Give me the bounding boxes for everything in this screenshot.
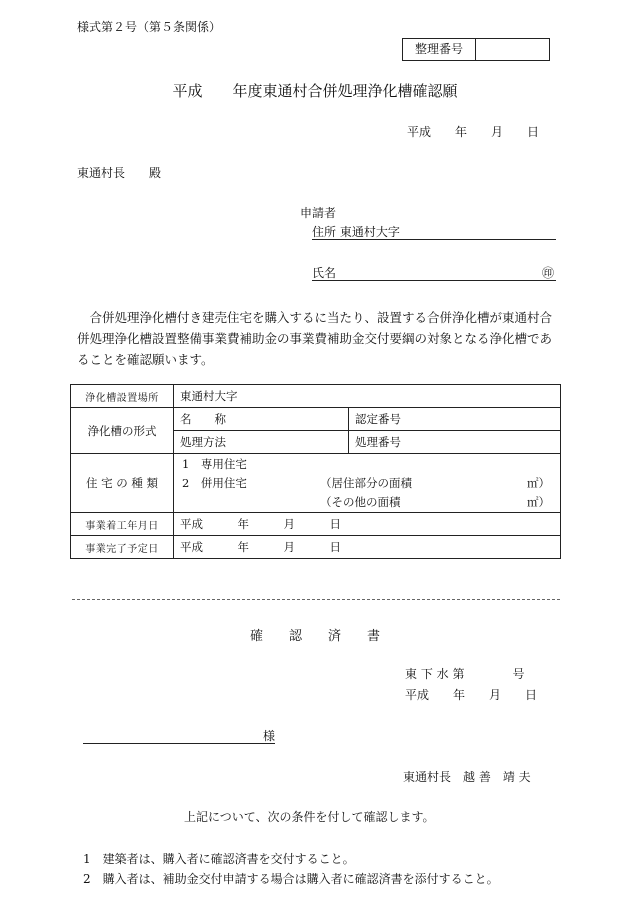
application-table (70, 384, 561, 559)
housing-type-cell[interactable] (174, 454, 561, 513)
recipient-honorific: 様 (262, 729, 275, 743)
confirmation-title: 確 認 済 書 (250, 629, 381, 644)
applicant-name-line[interactable] (312, 264, 556, 281)
mayor-signature: 東通村長 越 善 靖 夫 (403, 770, 531, 784)
condition-item: 2 購入者は、補助金交付申請する場合は購入者に確認済書を添付すること。 (83, 872, 499, 886)
residential-area-unit: ㎡） (527, 476, 550, 490)
conditions-lead: 上記について、次の条件を付して確認します。 (184, 810, 435, 824)
application-date: 平成 年 月 日 (407, 125, 540, 139)
table-row (71, 408, 561, 431)
document-title: 平成 年度東通村合併処理浄化槽確認願 (172, 82, 458, 100)
seal-mark: ㊞ (541, 266, 554, 280)
table-row (71, 454, 561, 513)
table-row (71, 513, 561, 536)
recipient-name-line[interactable] (83, 727, 275, 744)
cut-line-divider (72, 599, 560, 600)
registration-number-field[interactable] (476, 39, 549, 60)
applicant-name-label: 氏名 (312, 266, 337, 280)
housing-option-dedicated[interactable]: 1 専用住宅 (182, 457, 247, 471)
certification-number-field[interactable]: 認定番号 (349, 408, 561, 431)
tank-type-header: 浄化槽の形式 (71, 408, 174, 454)
treatment-method-field[interactable]: 処理方法 (174, 431, 349, 454)
completion-date-header: 事業完了予定日 (71, 536, 174, 559)
start-date-header: 事業着工年月日 (71, 513, 174, 536)
completion-date-value[interactable]: 平成 年 月 日 (174, 536, 561, 559)
tank-name-field[interactable]: 名 称 (174, 408, 349, 431)
confirmation-date: 平成 年 月 日 (405, 688, 538, 702)
applicant-label: 申請者 (300, 206, 337, 220)
request-paragraph: 合併処理浄化槽付き建売住宅を購入するに当たり、設置する合併浄化槽が東通村合併処理浄化槽設置整備事業費補助金の事業費補助金交付要綱の対象となる浄化槽であることを確認願います。 (77, 310, 553, 367)
table-row (71, 385, 561, 408)
confirmation-number: 東 下 水 第 号 (405, 667, 525, 681)
table-row (71, 536, 561, 559)
registration-number-label: 整理番号 (403, 39, 476, 60)
install-location-value[interactable]: 東通村大字 (174, 385, 561, 408)
applicant-address-line[interactable] (312, 223, 556, 240)
registration-number-box (402, 38, 550, 61)
start-date-value[interactable]: 平成 年 月 日 (174, 513, 561, 536)
other-area-label: （その他の面積 (320, 495, 401, 509)
applicant-address: 住所 東通村大字 (312, 225, 400, 239)
residential-area-label: （居住部分の面積 (320, 476, 412, 490)
addressee: 東通村長 殿 (77, 166, 162, 180)
form-code: 様式第２号（第５条関係） (77, 20, 222, 34)
housing-option-combined[interactable]: 2 併用住宅 (182, 476, 247, 490)
install-location-header: 浄化槽設置場所 (71, 385, 174, 408)
condition-item: 1 建築者は、購入者に確認済書を交付すること。 (83, 852, 355, 866)
housing-type-header: 住 宅 の 種 類 (71, 454, 174, 513)
other-area-unit: ㎡） (527, 495, 550, 509)
treatment-number-field[interactable]: 処理番号 (349, 431, 561, 454)
